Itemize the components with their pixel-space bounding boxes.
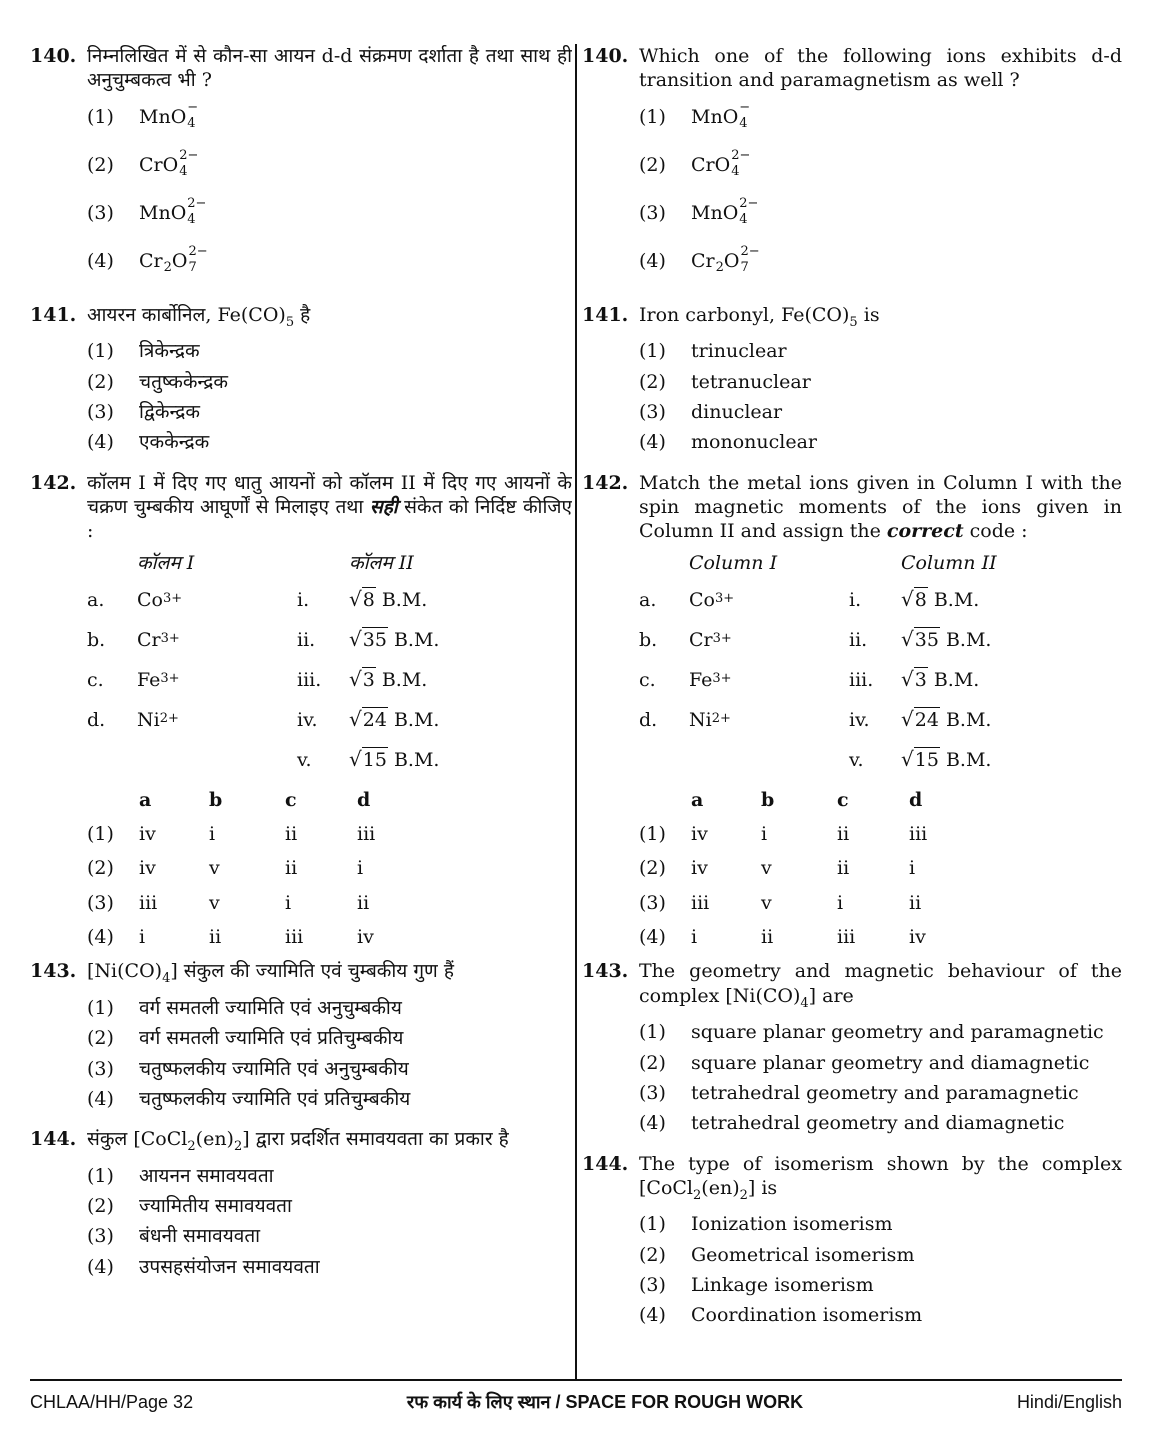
answer-cell: iii	[837, 926, 856, 948]
option-number: (4)	[639, 1112, 666, 1135]
option-number: (4)	[87, 431, 114, 454]
magnetic-moment: √ 24 B.M.	[901, 706, 992, 732]
question-number: 142.	[582, 471, 629, 494]
answer-header: b	[209, 788, 223, 811]
formula: CrO	[139, 153, 179, 176]
option	[87, 197, 572, 231]
option-number: (1)	[639, 1213, 666, 1236]
row-key: v.	[849, 748, 864, 771]
question-140-hi	[30, 44, 572, 293]
option-number: (2)	[639, 1051, 666, 1074]
option-text: Geometrical isomerism	[691, 1243, 915, 1266]
question-number: 143.	[582, 960, 629, 983]
ion: Ni 2+	[137, 708, 179, 731]
option-number: (2)	[87, 370, 114, 393]
option	[87, 1164, 572, 1188]
option-number: (3)	[87, 400, 114, 423]
answer-cell: iii	[909, 823, 928, 846]
formula: MnO	[139, 105, 187, 128]
option-text: चतुष्ककेन्द्रक	[139, 370, 228, 393]
formula: MnO	[691, 105, 739, 128]
option-number: (3)	[87, 1225, 114, 1248]
answer-header: a	[691, 788, 704, 811]
option	[639, 1303, 1122, 1327]
option-number: (4)	[87, 926, 114, 948]
option-number: (1)	[639, 823, 666, 846]
language-label: Hindi/English	[1016, 1392, 1122, 1412]
question-number: 140.	[582, 45, 629, 67]
question-text: The geometry and magnetic behaviour of the complex $[Ni(CO)_4]$ are	[639, 960, 1122, 1011]
ion: Fe 3+	[137, 668, 180, 691]
answer-cell: iii	[139, 891, 158, 914]
option	[639, 1111, 1122, 1135]
option-text: mononuclear	[691, 431, 817, 454]
question-text: Match the metal ions given in Column I with the spin magnetic moments of the ions given in Column II and assign the correct code :	[639, 471, 1122, 543]
option-number: (3)	[639, 201, 666, 224]
option	[639, 370, 1122, 394]
charge: −	[187, 99, 199, 115]
option-number: (3)	[87, 201, 114, 224]
option-text: tetrahedral geometry and paramagnetic	[691, 1081, 1079, 1104]
answer-cell: ii	[761, 926, 774, 948]
option-text: ज्यामितीय समावयवता	[139, 1195, 292, 1218]
subscript: 4	[731, 163, 740, 179]
question-141-hi	[30, 303, 572, 461]
charge: −	[739, 99, 751, 115]
subscript: 4	[179, 163, 188, 179]
option-number: (2)	[639, 857, 666, 880]
option-text: चतुष्फलकीय ज्यामिति एवं प्रतिचुम्बकीय	[139, 1087, 411, 1110]
row-key: a.	[87, 588, 105, 611]
question-143-en	[582, 959, 1122, 1141]
question-142-en	[582, 471, 1122, 950]
answer-cell: ii	[357, 891, 370, 914]
option	[87, 996, 572, 1020]
answer-table	[87, 788, 572, 950]
charge: 2−	[187, 195, 207, 211]
ion: Co 3+	[689, 588, 735, 611]
option-number: (4)	[639, 249, 666, 272]
ion: Co 3+	[137, 588, 183, 611]
option-text: tetranuclear	[691, 370, 811, 393]
option-text: त्रिकेन्द्रक	[139, 340, 200, 363]
option	[87, 1057, 572, 1081]
subscript: 4	[739, 211, 748, 227]
question-text: $[Ni(CO)_4]$ संकुल की ज्यामिति एवं चुम्बकीय गुण हैं	[87, 960, 454, 987]
question-141-en	[582, 303, 1122, 461]
answer-cell: i	[357, 857, 364, 880]
row-key: c.	[87, 668, 104, 691]
option	[87, 1224, 572, 1248]
answer-cell: i	[209, 823, 216, 846]
option	[639, 1243, 1122, 1267]
question-142-hi	[30, 471, 572, 950]
row-key: ii.	[297, 628, 316, 651]
option	[639, 1020, 1122, 1044]
answer-cell: ii	[909, 891, 922, 914]
column-header: Column II	[901, 552, 997, 575]
row-key: iii.	[297, 668, 322, 691]
option-text: trinuclear	[691, 340, 787, 363]
option-number: (2)	[87, 153, 114, 176]
english-column	[582, 44, 1122, 1379]
option-text: चतुष्फलकीय ज्यामिति एवं अनुचुम्बकीय	[139, 1057, 409, 1080]
option	[87, 370, 572, 394]
option	[639, 149, 1122, 183]
charge: 2−	[731, 147, 751, 163]
subscript: 4	[187, 211, 196, 227]
answer-cell: iv	[691, 823, 708, 846]
ion: Cr 3+	[137, 628, 180, 651]
rough-work-label: रफ कार्य के लिए स्थान / SPACE FOR ROUGH WORK	[406, 1392, 804, 1412]
option-text: Linkage isomerism	[691, 1274, 874, 1297]
subscript: 2	[163, 259, 172, 275]
answer-header: c	[285, 788, 297, 811]
option	[639, 1212, 1122, 1236]
option-number: (3)	[87, 1057, 114, 1080]
option-text: वर्ग समतली ज्यामिति एवं प्रतिचुम्बकीय	[139, 1027, 404, 1050]
option-text: आयनन समावयवता	[139, 1164, 274, 1187]
option-number: (4)	[639, 926, 666, 948]
row-key: i.	[849, 588, 862, 611]
formula: O	[171, 249, 188, 272]
formula: MnO	[139, 201, 187, 224]
subscript: 4	[187, 115, 196, 131]
answer-cell: i	[285, 891, 292, 914]
question-text: Iron carbonyl, $Fe(CO)_5$ is	[639, 303, 880, 330]
option-number: (3)	[639, 1274, 666, 1297]
question-number: 142.	[30, 471, 77, 494]
option-number: (1)	[87, 823, 114, 846]
option-number: (2)	[639, 153, 666, 176]
question-text: The type of isomerism shown by the complex $[CoCl_2(en)_2]$ is	[639, 1152, 1122, 1203]
magnetic-moment: √ 35 B.M.	[901, 626, 992, 652]
option-text: वर्ग समतली ज्यामिति एवं अनुचुम्बकीय	[139, 996, 402, 1019]
question-number: 144.	[582, 1152, 629, 1175]
option-text: Ionization isomerism	[691, 1213, 893, 1236]
match-table	[87, 551, 572, 775]
option	[87, 101, 572, 135]
option	[639, 1273, 1122, 1297]
charge: 2−	[179, 147, 199, 163]
answer-header: b	[761, 788, 775, 811]
option-text: द्विकेन्द्रक	[139, 400, 200, 423]
page-footer	[30, 1379, 1122, 1414]
row-key: b.	[639, 628, 658, 651]
option-text: tetrahedral geometry and diamagnetic	[691, 1112, 1065, 1135]
answer-header: c	[837, 788, 849, 811]
option	[639, 1081, 1122, 1105]
question-143-hi	[30, 959, 572, 1117]
option-text: उपसहसंयोजन समावयवता	[139, 1255, 320, 1278]
option	[87, 430, 572, 454]
option	[639, 400, 1122, 424]
option	[87, 149, 572, 183]
option-number: (1)	[87, 996, 114, 1019]
option-number: (1)	[87, 340, 114, 363]
question-number: 140.	[30, 45, 77, 67]
option-number: (1)	[87, 105, 114, 128]
answer-cell: iv	[139, 823, 156, 846]
formula: MnO	[691, 201, 739, 224]
answer-table	[639, 788, 1122, 950]
answer-cell: iv	[139, 857, 156, 880]
row-key: a.	[639, 588, 657, 611]
question-number: 144.	[30, 1128, 77, 1151]
magnetic-moment: √ 3 B.M.	[349, 666, 428, 692]
option-number: (2)	[87, 1027, 114, 1050]
formula: CrO	[691, 153, 731, 176]
question-text: कॉलम I में दिए गए धातु आयनों को कॉलम II में दिए गए आयनों के चक्रण चुम्बकीय आघूर्णों से मिलाइए तथा सही संकेत को निर्दिष्ट कीजिए :	[87, 471, 572, 543]
option	[639, 197, 1122, 231]
subscript: 7	[740, 259, 749, 275]
option-number: (3)	[639, 1081, 666, 1104]
answer-cell: ii	[837, 823, 850, 846]
match-table	[639, 551, 1122, 775]
answer-cell: i	[837, 891, 844, 914]
option	[87, 1026, 572, 1050]
question-144-en	[582, 1152, 1122, 1334]
answer-cell: v	[761, 891, 772, 914]
answer-cell: v	[209, 891, 220, 914]
formula: O	[723, 249, 740, 272]
answer-cell: iii	[357, 823, 376, 846]
option-text: Coordination isomerism	[691, 1304, 923, 1327]
option-text: dinuclear	[691, 400, 783, 423]
answer-cell: iii	[285, 926, 304, 948]
magnetic-moment: √ 8 B.M.	[901, 586, 980, 612]
answer-cell: ii	[285, 857, 298, 880]
hindi-column	[30, 44, 572, 1379]
subscript: 7	[188, 259, 197, 275]
question-140-en	[582, 44, 1122, 293]
option-number: (1)	[639, 340, 666, 363]
subscript: 2	[715, 259, 724, 275]
row-key: ii.	[849, 628, 868, 651]
formula: Cr	[691, 249, 715, 272]
answer-header: d	[357, 788, 371, 811]
answer-header: a	[139, 788, 152, 811]
question-text: संकुल $[CoCl_2(en)_2]$ द्वारा प्रदर्शित समावयवता का प्रकार है	[87, 1128, 509, 1155]
column-divider	[575, 44, 577, 1379]
option-text: square planar geometry and paramagnetic	[691, 1021, 1104, 1044]
option	[87, 1255, 572, 1279]
option-number: (3)	[639, 891, 666, 914]
answer-cell: i	[139, 926, 146, 948]
option-number: (3)	[87, 891, 114, 914]
row-key: iv.	[297, 708, 318, 731]
answer-cell: v	[209, 857, 220, 880]
option	[87, 339, 572, 363]
row-key: i.	[297, 588, 310, 611]
option	[639, 1051, 1122, 1075]
column-header: Column I	[689, 552, 778, 575]
row-key: c.	[639, 668, 656, 691]
ion: Cr 3+	[689, 628, 732, 651]
magnetic-moment: √ 24 B.M.	[349, 706, 440, 732]
option-number: (4)	[639, 431, 666, 454]
answer-cell: i	[691, 926, 698, 948]
charge: 2−	[739, 195, 759, 211]
answer-cell: iv	[357, 926, 374, 948]
answer-cell: i	[761, 823, 768, 846]
answer-cell: v	[761, 857, 772, 880]
magnetic-moment: √ 8 B.M.	[349, 586, 428, 612]
column-header: कॉलम I	[137, 552, 195, 575]
option-number: (4)	[87, 249, 114, 272]
question-number: 141.	[30, 303, 77, 326]
magnetic-moment: √ 35 B.M.	[349, 626, 440, 652]
magnetic-moment: √ 15 B.M.	[349, 746, 440, 772]
magnetic-moment: √ 3 B.M.	[901, 666, 980, 692]
option-text: एककेन्द्रक	[139, 431, 210, 454]
option	[87, 400, 572, 424]
charge: 2−	[188, 243, 208, 259]
option	[87, 1087, 572, 1111]
option-text: square planar geometry and diamagnetic	[691, 1051, 1090, 1074]
row-key: d.	[87, 708, 106, 731]
answer-cell: ii	[285, 823, 298, 846]
option-number: (2)	[87, 1195, 114, 1218]
answer-cell: ii	[209, 926, 222, 948]
option	[87, 245, 572, 279]
row-key: b.	[87, 628, 106, 651]
magnetic-moment: √ 15 B.M.	[901, 746, 992, 772]
option-number: (4)	[87, 1255, 114, 1278]
question-text: आयरन कार्बोनिल, $Fe(CO)_5$ है	[87, 303, 311, 330]
option-number: (2)	[639, 1243, 666, 1266]
option-number: (4)	[639, 1304, 666, 1327]
question-number: 141.	[582, 303, 629, 326]
row-key: v.	[297, 748, 312, 771]
question-144-hi	[30, 1127, 572, 1285]
option-number: (1)	[639, 1021, 666, 1044]
ion: Ni 2+	[689, 708, 731, 731]
row-key: iii.	[849, 668, 874, 691]
answer-header: d	[909, 788, 923, 811]
row-key: iv.	[849, 708, 870, 731]
page-code: CHLAA/HH/Page 32	[30, 1392, 194, 1412]
option-number: (1)	[87, 1164, 114, 1187]
column-header: कॉलम II	[349, 552, 414, 575]
formula: Cr	[139, 249, 163, 272]
option	[87, 1194, 572, 1218]
answer-cell: i	[909, 857, 916, 880]
option	[639, 430, 1122, 454]
option-number: (1)	[639, 105, 666, 128]
option-text: बंधनी समावयवता	[139, 1225, 261, 1248]
option-number: (2)	[87, 857, 114, 880]
answer-cell: iv	[909, 926, 926, 948]
answer-cell: ii	[837, 857, 850, 880]
answer-cell: iii	[691, 891, 710, 914]
question-number: 143.	[30, 960, 77, 983]
option-number: (2)	[639, 370, 666, 393]
subscript: 4	[739, 115, 748, 131]
row-key: d.	[639, 708, 658, 731]
option-number: (3)	[639, 400, 666, 423]
answer-cell: iv	[691, 857, 708, 880]
option	[639, 245, 1122, 279]
question-text: Which one of the following ions exhibits d-d transition and paramagnetism as well ?	[639, 45, 1122, 92]
charge: 2−	[740, 243, 760, 259]
question-text: निम्नलिखित में से कौन-सा आयन d-d संक्रमण दर्शाता है तथा साथ ही अनुचुम्बकत्व भी ?	[87, 45, 572, 92]
ion: Fe 3+	[689, 668, 732, 691]
option-number: (4)	[87, 1087, 114, 1110]
option	[639, 339, 1122, 363]
option	[639, 101, 1122, 135]
